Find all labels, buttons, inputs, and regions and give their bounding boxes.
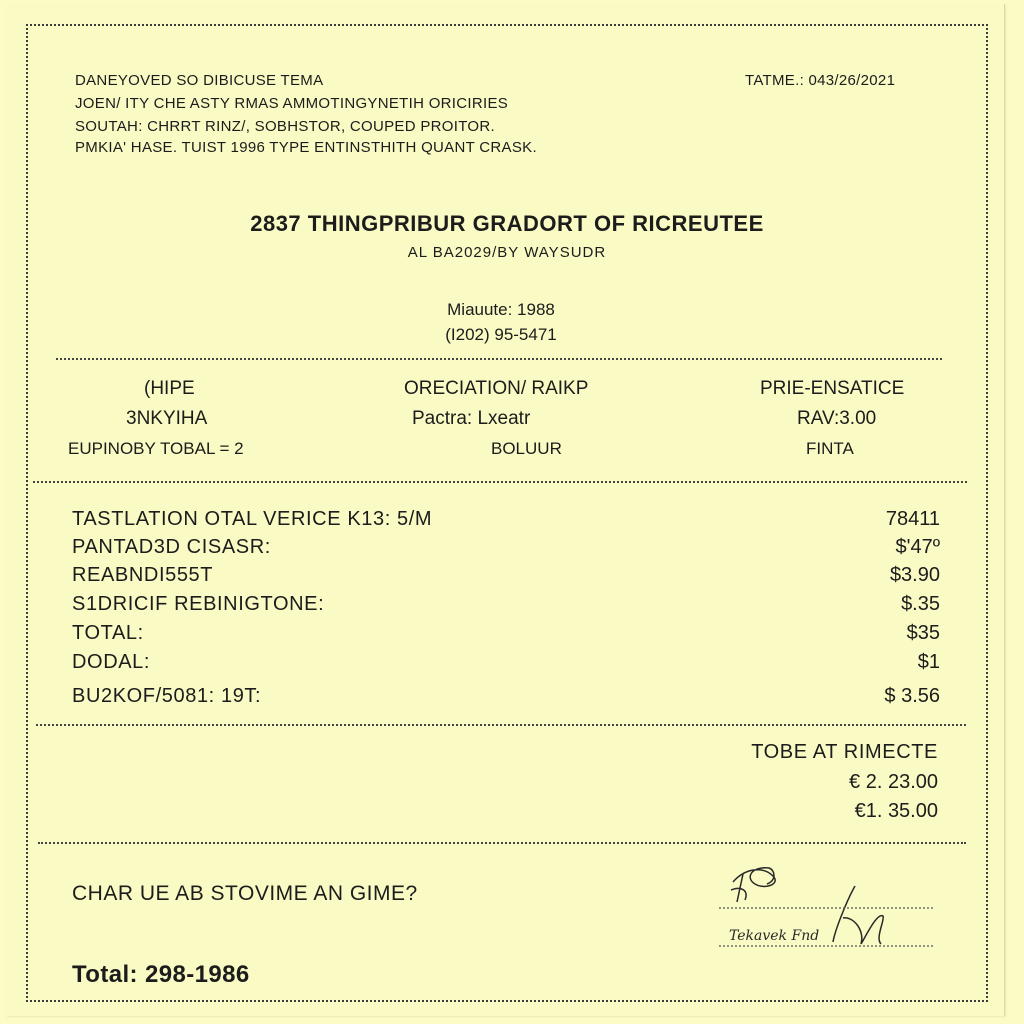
table-cell: FINTA: [806, 439, 854, 458]
header-line-3: SOUTAH: CHRRT RINZ/, SOBHSTOR, COUPED PROITOR.: [75, 118, 495, 135]
table-cell: RAV:3.00: [797, 408, 877, 429]
charge-label: PANTAD3D CISASR:: [72, 536, 271, 558]
charge-amount: 78411: [885, 508, 940, 530]
divider: [56, 358, 942, 360]
payment-amount-1: € 2. 23.00: [849, 771, 938, 793]
payment-amount-2: €1. 35.00: [854, 800, 938, 822]
charge-amount: $ 3.56: [884, 685, 940, 707]
charge-amount: $35: [906, 622, 940, 644]
charge-label: TASTLATION OTAL VERICE K13: 5/M: [72, 508, 433, 530]
charge-amount: $'47º: [895, 536, 940, 558]
charge-amount: $1: [917, 651, 940, 673]
charge-label: BU2KOF/5081: 19T:: [72, 685, 262, 707]
receipt-title: 2837 THINGPRIBUR GRADORT OF RICREUTEE: [250, 211, 764, 236]
table-cell: Pactra: Lxeatr: [412, 408, 531, 429]
charge-label: TOTAL:: [72, 622, 144, 644]
header-line-2: JOEN/ ITY CHE ASTY RMAS AMMOTINGYNETIH ORICIRIES: [75, 95, 509, 112]
signature: [715, 860, 945, 960]
charge-label: REABNDI555T: [72, 564, 214, 586]
receipt-subtitle: AL BA2029/BY WAYSUDR: [407, 244, 607, 261]
charge-amount: $.35: [901, 593, 940, 615]
table-cell: BOLUUR: [491, 439, 562, 458]
signature-text: Tekavek Fnd: [729, 928, 820, 944]
charge-label: S1DRICIF REBINIGTONE:: [72, 593, 325, 615]
contact-line-1: Miauute: 1988: [447, 300, 555, 319]
charge-amount: $3.90: [889, 564, 940, 586]
divider: [38, 842, 966, 844]
header-line-1: DANEYOVED SO DIBICUSE TEMA: [75, 72, 324, 89]
contact-line-2: (I202) 95-5471: [445, 325, 557, 344]
charge-label: DODAL:: [72, 651, 151, 673]
footer-question: CHAR UE AB STOVIME AN GIME?: [72, 882, 418, 905]
payment-label: TOBE AT RIMECTE: [751, 741, 938, 763]
header-date: TATME.: 043/26/2021: [745, 72, 896, 89]
signature-scribble-icon: [715, 860, 945, 960]
table-cell: EUPINOBY TOBAL = 2: [68, 439, 244, 458]
table-header-type: (HIPE: [144, 378, 195, 399]
header-line-4: PMKIA' HASE. TUIST 1996 TYPE ENTINSTHITH QUANT CRASK.: [75, 139, 537, 156]
table-header-operation: ORECIATION/ RAIKP: [404, 378, 589, 399]
divider: [36, 724, 966, 726]
table-header-price: PRIE-ENSATICE: [760, 378, 905, 399]
divider: [33, 481, 967, 483]
footer-total: Total: 298-1986: [72, 961, 250, 988]
table-cell: 3NKYIHA: [126, 408, 208, 429]
